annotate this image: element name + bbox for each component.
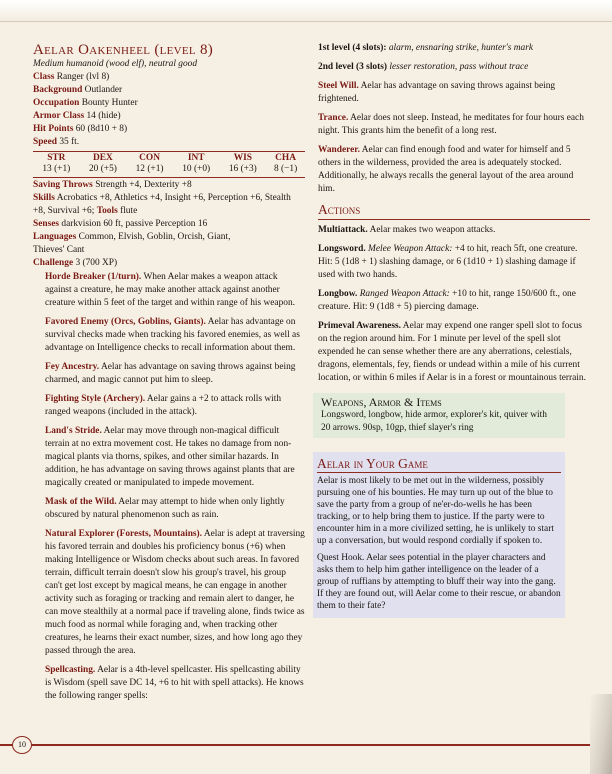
left-column <box>33 42 305 709</box>
action-paragraph <box>318 320 590 385</box>
action-text: +4 to hit, reach 5ft, one creature. Hit: 5 (1d8 + 1) slashing damage, or 6 (1d10 + 1) slashing damage if used with two hands. <box>318 244 578 280</box>
divider <box>33 151 305 152</box>
action-text: Aelar may expend one ranger spell slot to focus on the region around him. For 1 minute per level of the spell slot expended he can sense whether there are any aberrations, celestials, dragons, elementals, fey, fiends or undead within a mile of his current location, or within 6 miles if Aelar is in a forest or mountainous terrain. <box>318 321 586 383</box>
trait-title: Wanderer. <box>318 145 360 155</box>
trait-text: Aelar may attempt to hide when only lightly obscured by natural phenomenon such as rain. <box>45 497 285 520</box>
action-title: Longbow. <box>318 289 358 299</box>
stat-field <box>33 123 305 136</box>
challenge <box>33 257 305 270</box>
ability-score: 10 (+0) <box>182 164 211 174</box>
trait-paragraph <box>45 664 305 703</box>
attack-type: Ranged Weapon Attack: <box>359 289 450 299</box>
trait-text: Aelar may move through non-magical difficult terrain at no extra movement cost. He takes no damage from non-magical plants via thorns, spikes, and other similar hazards. In addition, he has advantage on saving throws against plants that are magically created or manipulated to impede movement. <box>45 426 295 488</box>
divider <box>33 177 305 178</box>
items-heading: Weapons, Armor & Items <box>321 395 442 409</box>
trait-title: Trance. <box>318 113 349 123</box>
ability-scores-table <box>33 153 305 175</box>
challenge-label: Challenge <box>33 258 74 268</box>
trait-paragraph <box>45 361 305 387</box>
trait-paragraph <box>45 271 305 310</box>
action-title: Primeval Awareness. <box>318 321 401 331</box>
trait-paragraph <box>45 393 305 419</box>
senses <box>33 218 305 231</box>
ability-score: 12 (+1) <box>135 164 164 174</box>
stat-value: 35 ft. <box>59 137 80 147</box>
action-title: Longsword. <box>318 244 366 254</box>
trait-title: Fighting Style (Archery). <box>45 394 146 404</box>
trait-text: Aelar does not sleep. Instead, he meditates for four hours each night. This grants him the benefit of a long rest. <box>318 113 584 136</box>
right-column <box>318 42 590 618</box>
challenge-value: 3 (700 XP) <box>75 258 118 268</box>
action-title: Multiattack. <box>318 225 368 235</box>
ability-score: 13 (+1) <box>42 164 71 174</box>
skills-value: Acrobatics +8, Athletics +4, Insight +6, Perception +6, Stealth +8, Survival +6; <box>33 193 291 216</box>
trait-text: Aelar is a 4th-level spellcaster. His spellcasting ability is Wisdom (spell save DC 14, +6 to hit with spell attacks). He knows the following ranger spells: <box>45 665 304 701</box>
trait-paragraph <box>45 496 305 522</box>
trait-paragraph <box>45 528 305 658</box>
action-text: +10 to hit, range 150/600 ft., one creature. Hit: 9 (1d8 + 5) piercing damage. <box>318 289 576 312</box>
page-number: 10 <box>12 736 32 754</box>
page-top-border <box>0 0 612 22</box>
ability-score: 20 (+5) <box>88 164 117 174</box>
items-sidebar <box>313 393 565 438</box>
spell-list: lesser restoration, pass without trace <box>389 62 529 72</box>
stat-label: Hit Points <box>33 124 74 134</box>
trait-text: Aelar can find enough food and water for himself and 5 others in the wilderness, provided the area is adequately stocked. Additionally, he always recalls the general layout of the area around him. <box>318 145 574 194</box>
trait-title: Land's Stride. <box>45 426 102 436</box>
trait-text: When Aelar makes a weapon attack against a creature, he may make another attack against another creature within 5 feet of the target and within range of his weapon. <box>45 272 295 308</box>
items-text: Longsword, longbow, hide armor, explorer's kit, quiver with 20 arrows. 90sp, 10gp, thief slayer's ring <box>321 410 547 433</box>
trait-text: Aelar gains a +2 to attack rolls with ranged weapons (included in the attack). <box>45 394 282 417</box>
trait-title: Fey Ancestry. <box>45 362 100 372</box>
action-text: Aelar makes two weapon attacks. <box>369 225 496 235</box>
trait-title: Natural Explorer (Forests, Mountains). <box>45 529 203 539</box>
stat-label: Occupation <box>33 98 80 108</box>
action-paragraph <box>318 224 590 237</box>
stat-value: Outlander <box>84 85 123 95</box>
page-curl <box>590 694 612 774</box>
senses-value: darkvision 60 ft, passive Perception 16 <box>61 219 208 229</box>
trait-paragraph <box>318 112 590 138</box>
ability-score: 8 (−1) <box>273 164 298 174</box>
game-heading: Aelar in Your Game <box>317 456 561 473</box>
stat-field <box>33 84 305 97</box>
stat-field <box>33 110 305 123</box>
action-paragraph <box>318 288 590 314</box>
stat-field <box>33 97 305 110</box>
stat-value: Ranger (lvl 8) <box>56 72 110 82</box>
trait-paragraph <box>318 144 590 196</box>
trait-text: Aelar has advantage on saving throws against being frightened. <box>318 81 556 104</box>
spell-list: alarm, ensnaring strike, hunter's mark <box>388 43 534 53</box>
trait-title: Horde Breaker (1/turn). <box>45 272 142 282</box>
stat-field <box>33 136 305 149</box>
trait-title: Mask of the Wild. <box>45 497 117 507</box>
trait-text: Aelar is adept at traversing his favored terrain and doubles his proficiency bonus (+6) when making Intelligence or Wisdom checks about such areas. In favored terrain, difficult terrain doesn't slow his group's travel, his group can't get lost except by magical means, he can engage in another activity such as foraging or tracking and remain alert to danger, he can move stealthily at a normal pace if traveling alone, finds twice as much food as normal while foraging and, when tracking other creatures, he learns their exact number, sizes, and how long ago they passed through the area. <box>45 529 305 656</box>
ability-name: DEX <box>93 153 113 163</box>
ability-name: STR <box>47 153 66 163</box>
spell-slot-line <box>318 61 590 74</box>
stat-label: Speed <box>33 137 57 147</box>
stat-label: Armor Class <box>33 111 85 121</box>
languages-value: Common, Elvish, Goblin, Orcish, Giant, Thieves' Cant <box>33 232 231 255</box>
stat-value: Bounty Hunter <box>81 98 138 108</box>
action-paragraph <box>318 243 590 282</box>
stat-field <box>33 71 305 84</box>
npc-name-heading: Aelar Oakenheel (level 8) <box>33 42 214 58</box>
trait-text: Aelar has advantage on saving throws against being charmed, and magic cannot put him to sleep. <box>45 362 296 385</box>
languages <box>33 231 248 257</box>
trait-paragraph <box>45 425 305 490</box>
saving-throws <box>33 179 305 192</box>
trait-title: Steel Will. <box>318 81 359 91</box>
spell-level: 1st level (4 slots): <box>318 43 387 53</box>
game-paragraph: Aelar is most likely to be met out in the wilderness, possibly pursuing one of his bounties. He may turn up out of the blue to save the party from a group of ne'er-do-wells he has been tracking, or to help bring them to justice. If the party were to encounter him in a more civilized setting, he is unlikely to start up a conversation, but would respond cordially if spoken to. <box>317 476 554 546</box>
skills-label: Skills <box>33 193 55 203</box>
trait-paragraph <box>45 316 305 355</box>
saving-throws-label: Saving Throws <box>33 180 93 190</box>
tools-value: flute <box>120 206 138 216</box>
footer-rule <box>0 744 612 746</box>
ability-name: CHA <box>275 153 296 163</box>
stat-value: 60 (8d10 + 8) <box>75 124 128 134</box>
ability-score: 16 (+3) <box>228 164 257 174</box>
trait-title: Favored Enemy (Orcs, Goblins, Giants). <box>45 317 206 327</box>
game-sidebar <box>313 452 565 618</box>
stat-label: Background <box>33 85 83 95</box>
spell-slot-line <box>318 42 590 55</box>
trait-paragraph <box>318 80 590 106</box>
languages-label: Languages <box>33 232 77 242</box>
tools-label: Tools <box>96 206 118 216</box>
stat-value: 14 (hide) <box>86 111 121 121</box>
spell-level: 2nd level (3 slots) <box>318 62 388 72</box>
actions-heading: Actions <box>318 202 590 220</box>
creature-type: Medium humanoid (wood elf), neutral good <box>33 59 198 69</box>
trait-text: Aelar has advantage on survival checks made when tracking his favored enemies, as well as advantage on Intelligence checks to recall information about them. <box>45 317 300 353</box>
senses-label: Senses <box>33 219 60 229</box>
stat-label: Class <box>33 72 55 82</box>
ability-name: WIS <box>233 153 252 163</box>
trait-title: Spellcasting. <box>45 665 96 675</box>
ability-name: INT <box>187 153 205 163</box>
saving-throws-value: Strength +4, Dexterity +8 <box>95 180 192 190</box>
ability-name: CON <box>139 153 160 163</box>
attack-type: Melee Weapon Attack: <box>368 244 453 254</box>
quest-hook-paragraph: Quest Hook. Aelar sees potential in the player characters and asks them to help him gather intelligence on the leader of a group of ruffians by attempting to bluff their way into the gang. If they are found out, will Aelar come to their rescue, or abandon them to their fate? <box>317 553 561 611</box>
skills <box>33 192 305 218</box>
